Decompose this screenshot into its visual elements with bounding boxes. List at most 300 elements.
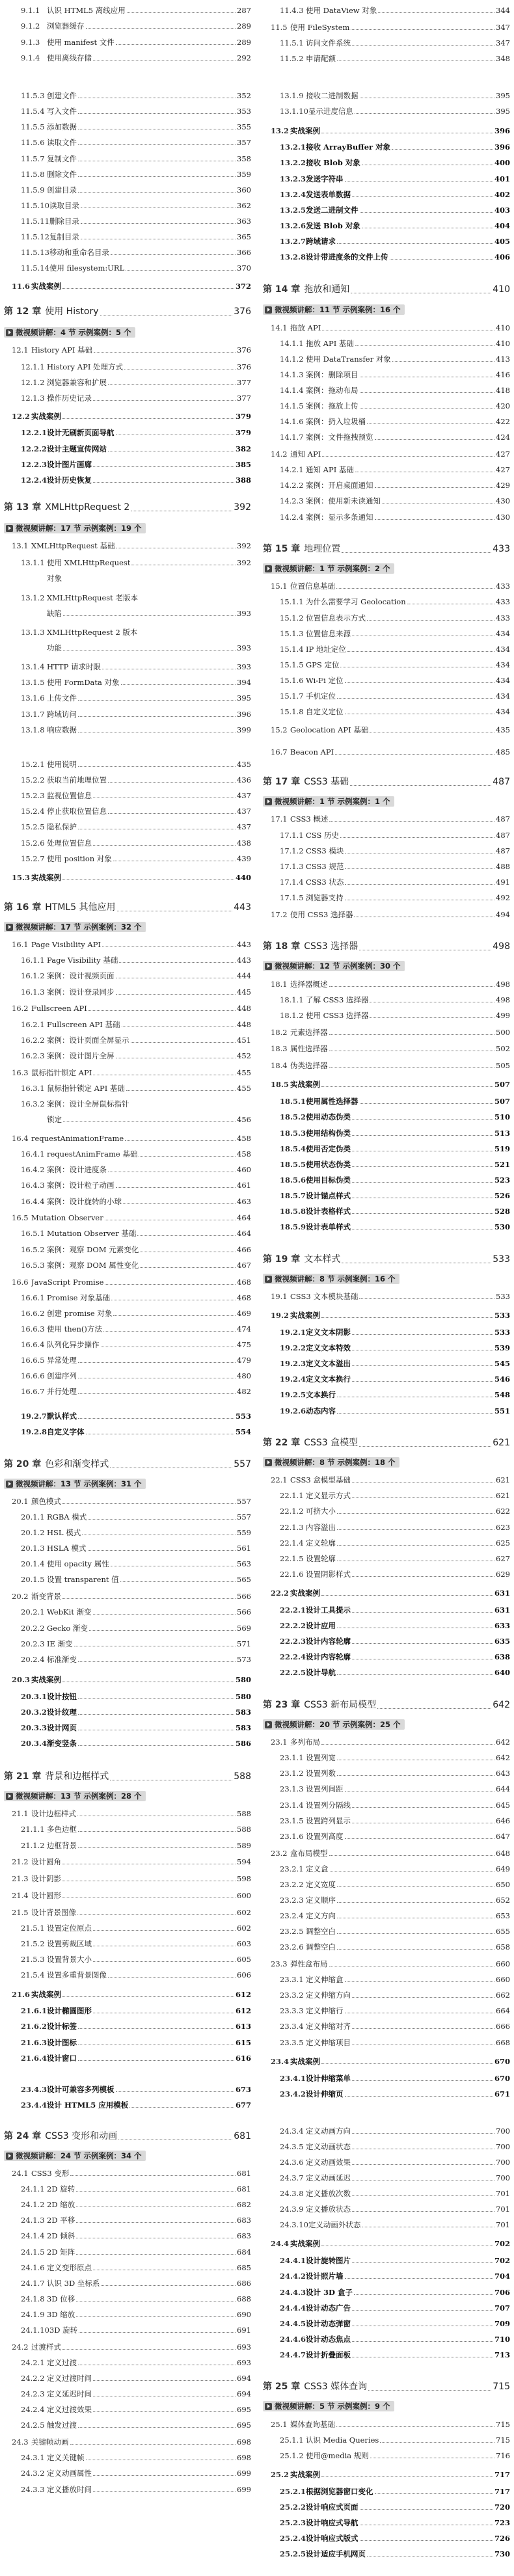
subsection-entry[interactable] <box>263 1754 510 1762</box>
subsection-entry[interactable] <box>4 2216 251 2225</box>
subsection-entry[interactable] <box>4 248 251 257</box>
subsection-entry[interactable] <box>263 2335 510 2344</box>
subsection-entry[interactable] <box>263 340 510 348</box>
subsection-entry[interactable] <box>263 1223 510 1231</box>
section-entry[interactable] <box>4 1134 251 1143</box>
section-entry[interactable] <box>263 2471 510 2479</box>
subsection-entry[interactable] <box>263 1785 510 1793</box>
subsection-entry[interactable] <box>263 1539 510 1548</box>
subsection-entry[interactable] <box>263 2074 510 2083</box>
subsection-entry[interactable] <box>263 191 510 199</box>
subsection-entry[interactable] <box>263 497 510 505</box>
subsection-entry[interactable] <box>263 2488 510 2496</box>
section-entry[interactable] <box>4 1069 251 1077</box>
subsection-entry[interactable] <box>4 1181 251 1190</box>
section-entry[interactable] <box>4 2343 251 2352</box>
subsection-entry[interactable] <box>263 2022 510 2031</box>
subsection-entry[interactable] <box>4 2359 251 2367</box>
entry-title: 删除文件 <box>47 170 77 179</box>
subsection-entry[interactable] <box>263 1375 510 1384</box>
subsection-entry[interactable] <box>263 206 510 215</box>
entry-title: 定义动画状态 <box>306 2143 351 2151</box>
subsection-entry[interactable] <box>263 1817 510 1825</box>
subsection-entry[interactable] <box>263 1360 510 1368</box>
subsection-entry[interactable] <box>263 1161 510 1169</box>
entry-continuation[interactable] <box>4 644 251 652</box>
subsection-entry[interactable] <box>263 1129 510 1138</box>
subsection-entry[interactable] <box>4 694 251 703</box>
subsection-entry[interactable] <box>4 123 251 131</box>
subsection-entry[interactable] <box>4 1294 251 1302</box>
section-entry[interactable] <box>263 324 510 332</box>
subsection-entry[interactable] <box>4 1428 251 1436</box>
subsection-entry[interactable] <box>4 678 251 687</box>
subsection-entry[interactable] <box>263 996 510 1004</box>
section-entry[interactable] <box>263 1476 510 1484</box>
subsection-entry[interactable] <box>4 2469 251 2478</box>
subsection-entry[interactable] <box>4 726 251 734</box>
subsection-entry[interactable] <box>263 1912 510 1920</box>
subsection-entry[interactable] <box>263 2534 510 2543</box>
subsection-entry[interactable] <box>4 760 251 769</box>
subsection-entry[interactable] <box>263 1976 510 1984</box>
subsection-entry[interactable] <box>4 1021 251 1029</box>
subsection-entry[interactable] <box>4 956 251 965</box>
entry-number: 16.6.4 <box>21 1340 45 1349</box>
section-entry[interactable] <box>4 346 251 355</box>
subsection-entry[interactable] <box>263 677 510 685</box>
subsection-entry[interactable] <box>4 2086 251 2094</box>
chapter-heading[interactable] <box>263 2381 510 2393</box>
subsection-entry[interactable] <box>4 2311 251 2319</box>
subsection-entry[interactable] <box>263 418 510 426</box>
entry-continuation[interactable] <box>4 1116 251 1124</box>
section-entry[interactable] <box>4 542 251 550</box>
subsection-entry[interactable] <box>4 663 251 671</box>
subsection-entry[interactable] <box>4 1544 251 1553</box>
subsection-entry[interactable] <box>263 2221 510 2229</box>
section-entry[interactable] <box>263 1849 510 1858</box>
subsection-entry[interactable] <box>263 614 510 623</box>
chapter-heading[interactable] <box>4 2130 251 2142</box>
chapter-heading[interactable] <box>4 306 251 317</box>
subsection-entry[interactable] <box>263 2190 510 2198</box>
subsection-entry[interactable] <box>4 2295 251 2303</box>
chapter-heading[interactable] <box>4 1458 251 1470</box>
subsection-entry[interactable] <box>263 402 510 410</box>
chapter-heading[interactable] <box>263 543 510 555</box>
subsection-entry[interactable] <box>4 2454 251 2462</box>
subsection-entry[interactable] <box>4 217 251 226</box>
chapter-heading[interactable] <box>263 284 510 295</box>
subsection-entry[interactable] <box>4 1842 251 1850</box>
subsection-entry[interactable] <box>4 1955 251 1964</box>
section-entry[interactable] <box>4 941 251 949</box>
subsection-entry[interactable] <box>4 1693 251 1701</box>
section-entry[interactable] <box>4 1909 251 1917</box>
subsection-entry[interactable] <box>4 1971 251 1979</box>
subsection-entry[interactable] <box>263 1328 510 1337</box>
subsection-entry[interactable] <box>4 1724 251 1732</box>
section-entry[interactable] <box>4 1810 251 1818</box>
subsection-entry[interactable] <box>4 2201 251 2209</box>
subsection-entry[interactable] <box>4 2406 251 2414</box>
subsection-entry[interactable] <box>4 2390 251 2398</box>
subsection-entry[interactable] <box>263 1622 510 1630</box>
subsection-entry[interactable] <box>4 2101 251 2110</box>
subsection-entry[interactable] <box>4 1229 251 1238</box>
subsection-entry[interactable] <box>4 2185 251 2194</box>
subsection-entry[interactable] <box>263 894 510 902</box>
subsection-entry[interactable] <box>263 386 510 395</box>
subsection-entry[interactable] <box>263 1207 510 1216</box>
subsection-entry[interactable] <box>263 237 510 246</box>
subsection-entry[interactable] <box>263 175 510 183</box>
subsection-entry[interactable] <box>263 2039 510 2047</box>
subsection-entry[interactable] <box>4 2007 251 2015</box>
subsection-entry[interactable] <box>4 1529 251 1537</box>
subsection-entry[interactable] <box>263 1192 510 1200</box>
subsection-entry[interactable] <box>4 1560 251 1568</box>
subsection-entry[interactable] <box>263 1769 510 1778</box>
subsection-entry[interactable] <box>4 186 251 195</box>
subsection-entry[interactable] <box>263 253 510 262</box>
subsection-entry[interactable] <box>4 839 251 848</box>
subsection-entry[interactable] <box>4 1412 251 1421</box>
subsection-entry[interactable] <box>4 2326 251 2335</box>
page-number: 443 <box>237 956 251 965</box>
subsection-entry[interactable] <box>263 831 510 840</box>
section-entry[interactable] <box>263 1960 510 1968</box>
subsection-entry[interactable] <box>263 863 510 871</box>
chapter-heading[interactable] <box>263 1437 510 1449</box>
subsection-entry[interactable] <box>4 1100 251 1108</box>
entry-continuation[interactable] <box>4 610 251 618</box>
subsection-entry[interactable] <box>263 661 510 669</box>
chapter-heading[interactable] <box>263 1254 510 1265</box>
subsection-entry[interactable] <box>4 1150 251 1159</box>
subsection-entry[interactable] <box>4 461 251 469</box>
subsection-entry[interactable] <box>4 2279 251 2288</box>
subsection-entry[interactable] <box>4 628 251 637</box>
subsection-entry[interactable] <box>263 1832 510 1841</box>
subsection-entry[interactable] <box>4 1356 251 1365</box>
chapter-heading[interactable] <box>263 941 510 952</box>
subsection-entry[interactable] <box>4 139 251 147</box>
subsection-entry[interactable] <box>4 155 251 163</box>
section-entry[interactable] <box>263 1293 510 1301</box>
subsection-entry[interactable] <box>263 2519 510 2527</box>
section-entry[interactable] <box>263 980 510 989</box>
subsection-entry[interactable] <box>4 107 251 116</box>
subsection-entry[interactable] <box>4 2054 251 2063</box>
section-entry[interactable] <box>4 282 251 291</box>
subsection-entry[interactable] <box>4 476 251 485</box>
section-entry[interactable] <box>4 1875 251 1883</box>
subsection-entry[interactable] <box>263 1523 510 1532</box>
subsection-entry[interactable] <box>263 1991 510 2000</box>
section-entry[interactable] <box>263 23 510 32</box>
subsection-entry[interactable] <box>263 2127 510 2136</box>
subsection-entry[interactable] <box>4 2022 251 2031</box>
entry-number: 23.4 <box>271 2057 290 2066</box>
chapter-heading[interactable] <box>4 502 251 513</box>
subsection-entry[interactable] <box>263 2351 510 2359</box>
section-entry[interactable] <box>263 2421 510 2429</box>
subsection-entry[interactable] <box>263 645 510 654</box>
section-entry[interactable] <box>4 1991 251 1999</box>
subsection-entry[interactable] <box>4 445 251 453</box>
section-entry[interactable] <box>263 127 510 135</box>
subsection-entry[interactable] <box>263 1669 510 1677</box>
subsection-entry[interactable] <box>4 710 251 719</box>
dot-leader <box>108 813 236 814</box>
subsection-entry[interactable] <box>263 1097 510 1106</box>
subsection-entry[interactable] <box>4 1261 251 1270</box>
subsection-entry[interactable] <box>4 363 251 371</box>
subsection-entry[interactable] <box>263 1012 510 1020</box>
subsection-entry[interactable] <box>263 2436 510 2445</box>
entry-title: 定义伸缩行 <box>306 2007 344 2015</box>
section-entry[interactable] <box>263 2058 510 2066</box>
subsection-entry[interactable] <box>263 2550 510 2558</box>
subsection-entry[interactable] <box>263 1943 510 1952</box>
entry-title: 内容溢出 <box>306 1523 336 1532</box>
subsection-entry[interactable] <box>4 1198 251 1206</box>
subsection-entry[interactable] <box>4 594 251 602</box>
section-entry[interactable] <box>263 726 510 734</box>
subsection-entry[interactable] <box>263 878 510 887</box>
subsection-entry[interactable] <box>263 513 510 522</box>
subsection-entry[interactable] <box>4 1640 251 1648</box>
subsection-entry[interactable] <box>263 1344 510 1352</box>
subsection-entry[interactable] <box>263 630 510 638</box>
subsection-entry[interactable] <box>263 2288 510 2297</box>
subsection-entry[interactable] <box>4 823 251 831</box>
subsection-entry[interactable] <box>263 2143 510 2151</box>
section-entry[interactable] <box>4 1858 251 1866</box>
section-entry[interactable] <box>4 1214 251 1222</box>
entry-title: HTTP 请求时限 <box>47 663 101 671</box>
section-entry[interactable] <box>4 412 251 421</box>
subsection-entry[interactable] <box>4 22 251 31</box>
subsection-entry[interactable] <box>263 2452 510 2460</box>
subsection-entry[interactable] <box>263 2174 510 2182</box>
subsection-entry[interactable] <box>4 792 251 800</box>
subsection-entry[interactable] <box>4 807 251 816</box>
subsection-entry[interactable] <box>4 559 251 567</box>
subsection-entry[interactable] <box>263 2090 510 2099</box>
section-entry[interactable] <box>263 450 510 459</box>
subsection-entry[interactable] <box>263 39 510 47</box>
subsection-entry[interactable] <box>4 202 251 210</box>
subsection-entry[interactable] <box>263 2205 510 2214</box>
subsection-entry[interactable] <box>263 2304 510 2313</box>
subsection-entry[interactable] <box>263 55 510 63</box>
subsection-entry[interactable] <box>4 394 251 403</box>
subsection-entry[interactable] <box>4 54 251 62</box>
subsection-entry[interactable] <box>4 2486 251 2494</box>
subsection-entry[interactable] <box>4 1036 251 1045</box>
subsection-entry[interactable] <box>263 466 510 474</box>
section-entry[interactable] <box>263 582 510 591</box>
section-entry[interactable] <box>4 1592 251 1601</box>
subsection-entry[interactable] <box>263 433 510 442</box>
subsection-entry[interactable] <box>4 170 251 179</box>
subsection-entry[interactable] <box>4 2232 251 2240</box>
subsection-entry[interactable] <box>4 264 251 273</box>
subsection-entry[interactable] <box>4 776 251 785</box>
section-entry[interactable] <box>263 2240 510 2248</box>
subsection-entry[interactable] <box>4 92 251 100</box>
page-number: 427 <box>496 449 510 459</box>
section-entry[interactable] <box>263 748 510 757</box>
subsection-entry[interactable] <box>263 2320 510 2328</box>
video-play-icon <box>6 924 13 931</box>
subsection-entry[interactable] <box>263 2158 510 2167</box>
subsection-entry[interactable] <box>4 2039 251 2047</box>
section-entry[interactable] <box>263 815 510 824</box>
subsection-entry[interactable] <box>263 1492 510 1500</box>
subsection-entry[interactable] <box>263 1637 510 1646</box>
section-entry[interactable] <box>263 1738 510 1747</box>
subsection-entry[interactable] <box>263 2257 510 2265</box>
subsection-entry[interactable] <box>4 1084 251 1093</box>
subsection-entry[interactable] <box>263 1113 510 1121</box>
subsection-entry[interactable] <box>263 143 510 152</box>
subsection-entry[interactable] <box>263 1881 510 1889</box>
subsection-entry[interactable] <box>4 233 251 241</box>
subsection-entry[interactable] <box>263 7 510 15</box>
subsection-entry[interactable] <box>4 1513 251 1522</box>
subsection-entry[interactable] <box>263 2007 510 2015</box>
page-number: 488 <box>496 862 510 871</box>
subsection-entry[interactable] <box>263 2503 510 2512</box>
subsection-entry[interactable] <box>4 1825 251 1834</box>
subsection-entry[interactable] <box>263 1606 510 1615</box>
subsection-entry[interactable] <box>263 2272 510 2281</box>
subsection-entry[interactable] <box>4 7 251 15</box>
section-entry[interactable] <box>4 1676 251 1684</box>
subsection-entry[interactable] <box>263 1570 510 1579</box>
subsection-entry[interactable] <box>263 692 510 701</box>
subsection-entry[interactable] <box>4 1708 251 1717</box>
section-entry[interactable] <box>263 1028 510 1037</box>
section-entry[interactable] <box>263 1062 510 1070</box>
subsection-entry[interactable] <box>4 1608 251 1617</box>
subsection-entry[interactable] <box>263 847 510 855</box>
subsection-entry[interactable] <box>263 1391 510 1399</box>
section-entry[interactable] <box>4 1278 251 1287</box>
entry-title: 案例：观察 DOM 元素变化 <box>47 1246 139 1254</box>
subsection-entry[interactable] <box>263 481 510 490</box>
chapter-heading[interactable] <box>263 1699 510 1711</box>
entry-title: 定义伸缩对齐 <box>306 2022 351 2031</box>
subsection-entry[interactable] <box>4 1388 251 1396</box>
subsection-entry[interactable] <box>4 1924 251 1933</box>
subsection-entry[interactable] <box>4 1166 251 1174</box>
section-entry[interactable] <box>263 1589 510 1598</box>
entry-number: 11.5 <box>271 23 288 32</box>
subsection-entry[interactable] <box>4 2421 251 2430</box>
subsection-entry[interactable] <box>263 598 510 606</box>
entry-title: Mutation Observer 基础 <box>47 1229 137 1238</box>
entry-number: 11.5.2 <box>280 54 304 63</box>
section-entry[interactable] <box>4 1892 251 1900</box>
subsection-entry[interactable] <box>4 38 251 47</box>
subsection-entry[interactable] <box>263 355 510 364</box>
subsection-entry[interactable] <box>4 1940 251 1948</box>
subsection-entry[interactable] <box>4 1739 251 1748</box>
section-entry[interactable] <box>4 2438 251 2447</box>
subsection-entry[interactable] <box>263 1507 510 1516</box>
subsection-entry[interactable] <box>4 988 251 997</box>
subsection-entry[interactable] <box>4 429 251 437</box>
subsection-entry[interactable] <box>263 1653 510 1661</box>
subsection-entry[interactable] <box>4 2248 251 2257</box>
entry-number: 18.5.2 <box>280 1112 306 1121</box>
subsection-entry[interactable] <box>263 371 510 379</box>
subsection-entry[interactable] <box>263 1927 510 1936</box>
section-entry[interactable] <box>4 2169 251 2178</box>
subsection-entry[interactable] <box>4 1325 251 1334</box>
subsection-entry[interactable] <box>4 2374 251 2383</box>
entry-number: 11.5.7 <box>21 154 45 163</box>
subsection-entry[interactable] <box>263 1865 510 1873</box>
subsection-entry[interactable] <box>263 1176 510 1185</box>
subsection-entry[interactable] <box>263 222 510 230</box>
subsection-entry[interactable] <box>263 1896 510 1905</box>
chapter-heading[interactable] <box>4 902 251 913</box>
subsection-entry[interactable] <box>4 1656 251 1664</box>
section-entry[interactable] <box>263 1311 510 1320</box>
entry-continuation[interactable] <box>4 574 251 583</box>
chapter-heading[interactable] <box>4 1771 251 1782</box>
subsection-entry[interactable] <box>4 1372 251 1380</box>
section-entry[interactable] <box>4 1497 251 1506</box>
entry-title: 发送二进制文件 <box>306 206 358 215</box>
subsection-entry[interactable] <box>4 1309 251 1318</box>
subsection-entry[interactable] <box>263 1801 510 1810</box>
entry-title: 默认样式 <box>47 1412 77 1421</box>
subsection-entry[interactable] <box>4 972 251 980</box>
subsection-entry[interactable] <box>4 1576 251 1584</box>
subsection-entry[interactable] <box>263 92 510 100</box>
subsection-entry[interactable] <box>4 1052 251 1060</box>
section-entry[interactable] <box>4 874 251 882</box>
subsection-entry[interactable] <box>263 107 510 116</box>
chapter-heading[interactable] <box>263 776 510 788</box>
subsection-entry[interactable] <box>4 379 251 387</box>
subsection-entry[interactable] <box>4 1624 251 1633</box>
subsection-entry[interactable] <box>4 855 251 863</box>
entry-number: 13.1.6 <box>21 693 45 703</box>
section-entry[interactable] <box>263 911 510 919</box>
subsection-entry[interactable] <box>263 159 510 167</box>
entry-title: 位置信息来源 <box>306 630 351 638</box>
entry-number: 23.4.4 <box>21 2100 47 2110</box>
section-entry[interactable] <box>4 1004 251 1013</box>
subsection-entry[interactable] <box>263 708 510 716</box>
subsection-entry[interactable] <box>263 1555 510 1563</box>
subsection-entry[interactable] <box>4 2264 251 2272</box>
section-entry[interactable] <box>263 1045 510 1053</box>
subsection-entry[interactable] <box>4 1246 251 1254</box>
section-entry[interactable] <box>263 1080 510 1089</box>
subsection-entry[interactable] <box>263 1407 510 1415</box>
subsection-entry[interactable] <box>4 1341 251 1349</box>
subsection-entry[interactable] <box>263 1145 510 1153</box>
